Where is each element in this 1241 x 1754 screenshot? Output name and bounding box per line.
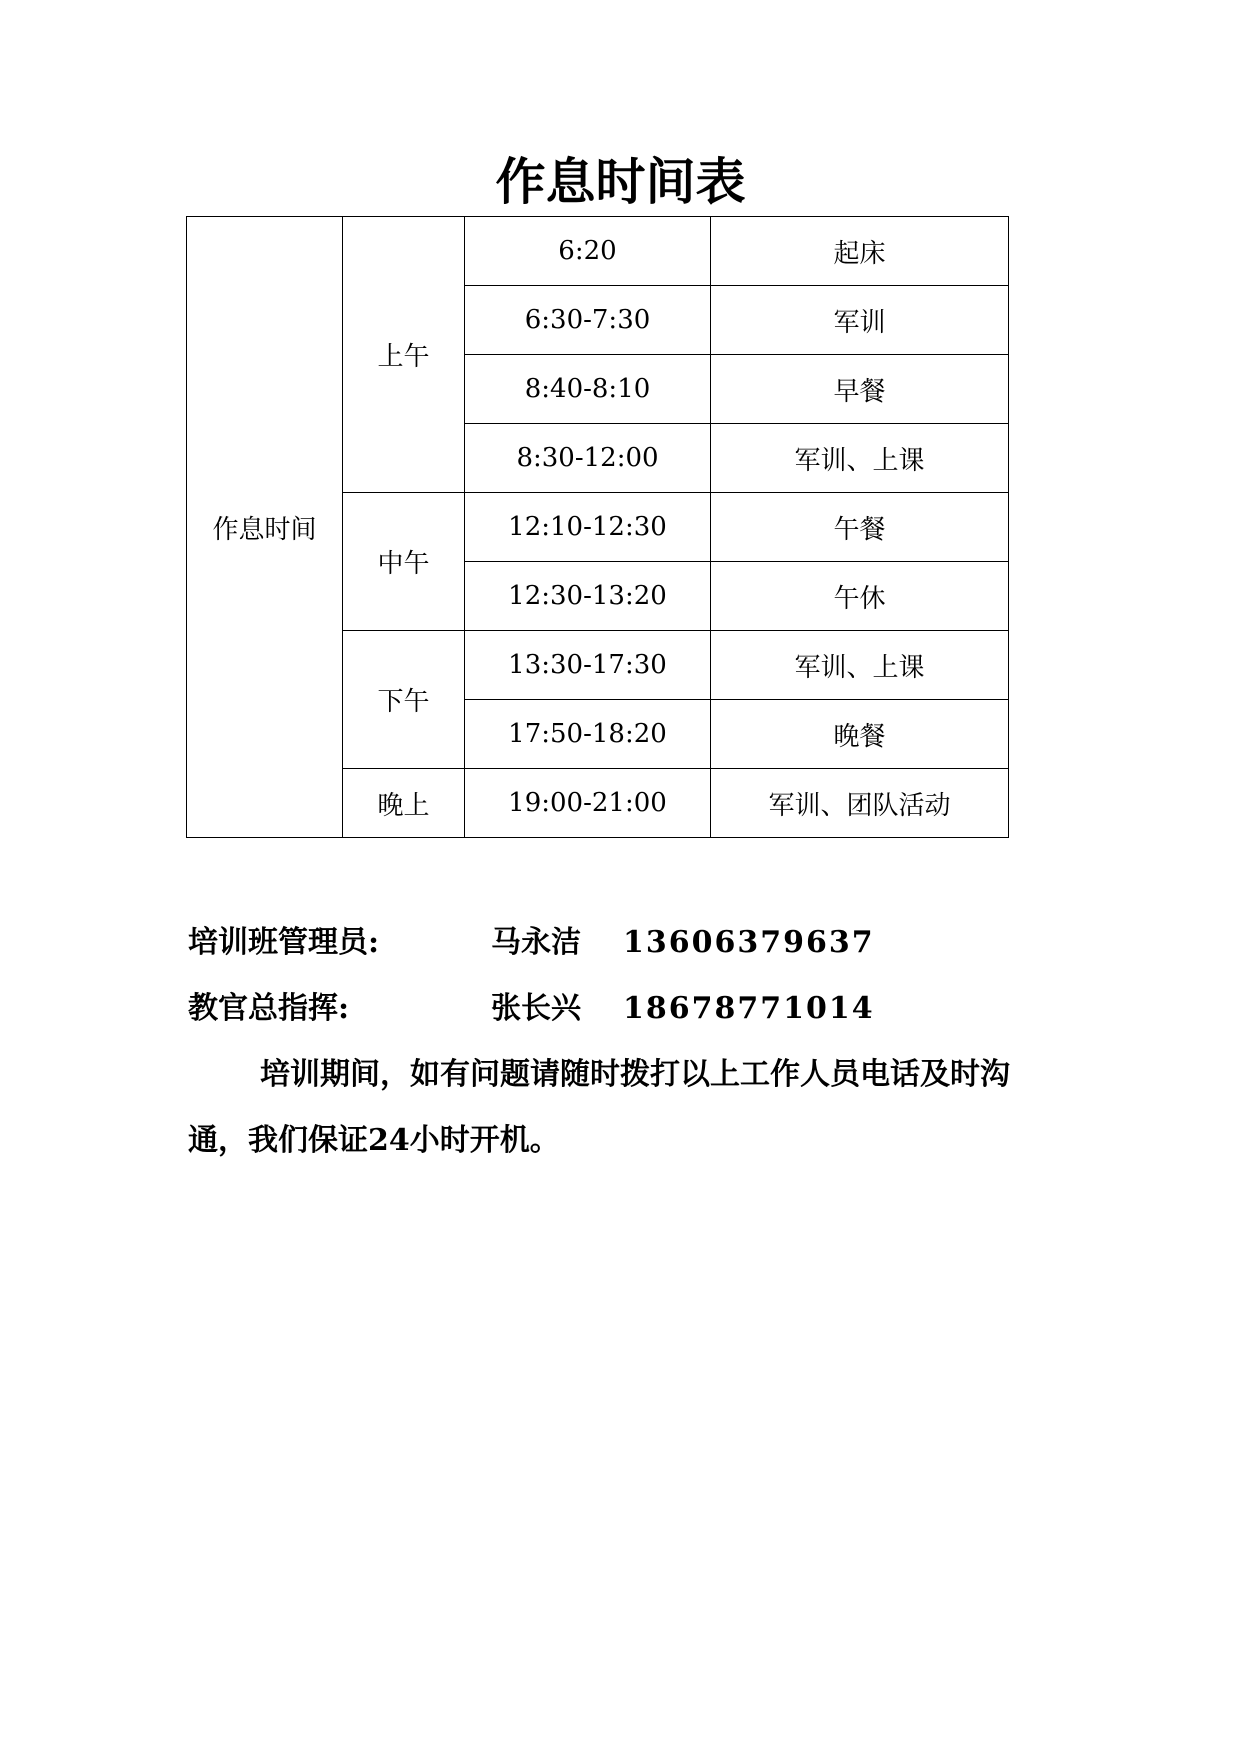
time-cell: 13:30-17:30	[465, 631, 711, 700]
activity-cell: 早餐	[711, 355, 1009, 424]
document-title: 作息时间表	[495, 152, 746, 211]
activity-cell: 晚餐	[711, 700, 1009, 769]
contact-phone: 13606379637	[623, 925, 875, 960]
contact-name: 马永洁	[491, 925, 581, 960]
time-cell: 6:30-7:30	[465, 286, 711, 355]
schedule-header-cell: 作息时间	[187, 217, 343, 838]
period-label: 下午	[343, 631, 465, 769]
time-cell: 12:30-13:20	[465, 562, 711, 631]
notice-paragraph: 培训期间，如有问题请随时拨打以上工作人员电话及时沟通，我们保证24小时开机。	[188, 1057, 1010, 1158]
time-cell: 8:40-8:10	[465, 355, 711, 424]
time-cell: 8:30-12:00	[465, 424, 711, 493]
time-cell: 19:00-21:00	[465, 769, 711, 838]
contact-name: 张长兴	[491, 991, 581, 1026]
contact-role: 教官总指挥:	[188, 991, 350, 1026]
activity-cell: 起床	[711, 217, 1009, 286]
time-cell: 17:50-18:20	[465, 700, 711, 769]
period-label: 上午	[343, 217, 465, 493]
schedule-table	[186, 216, 1009, 838]
activity-cell: 午休	[711, 562, 1009, 631]
table-row	[187, 217, 1009, 286]
activity-cell: 午餐	[711, 493, 1009, 562]
contact-role: 培训班管理员:	[188, 925, 380, 960]
activity-cell: 军训、上课	[711, 631, 1009, 700]
time-cell: 6:20	[465, 217, 711, 286]
period-label: 晚上	[343, 769, 465, 838]
period-label: 中午	[343, 493, 465, 631]
activity-cell: 军训、上课	[711, 424, 1009, 493]
activity-cell: 军训、团队活动	[711, 769, 1009, 838]
contact-phone: 18678771014	[623, 991, 875, 1026]
time-cell: 12:10-12:30	[465, 493, 711, 562]
activity-cell: 军训	[711, 286, 1009, 355]
